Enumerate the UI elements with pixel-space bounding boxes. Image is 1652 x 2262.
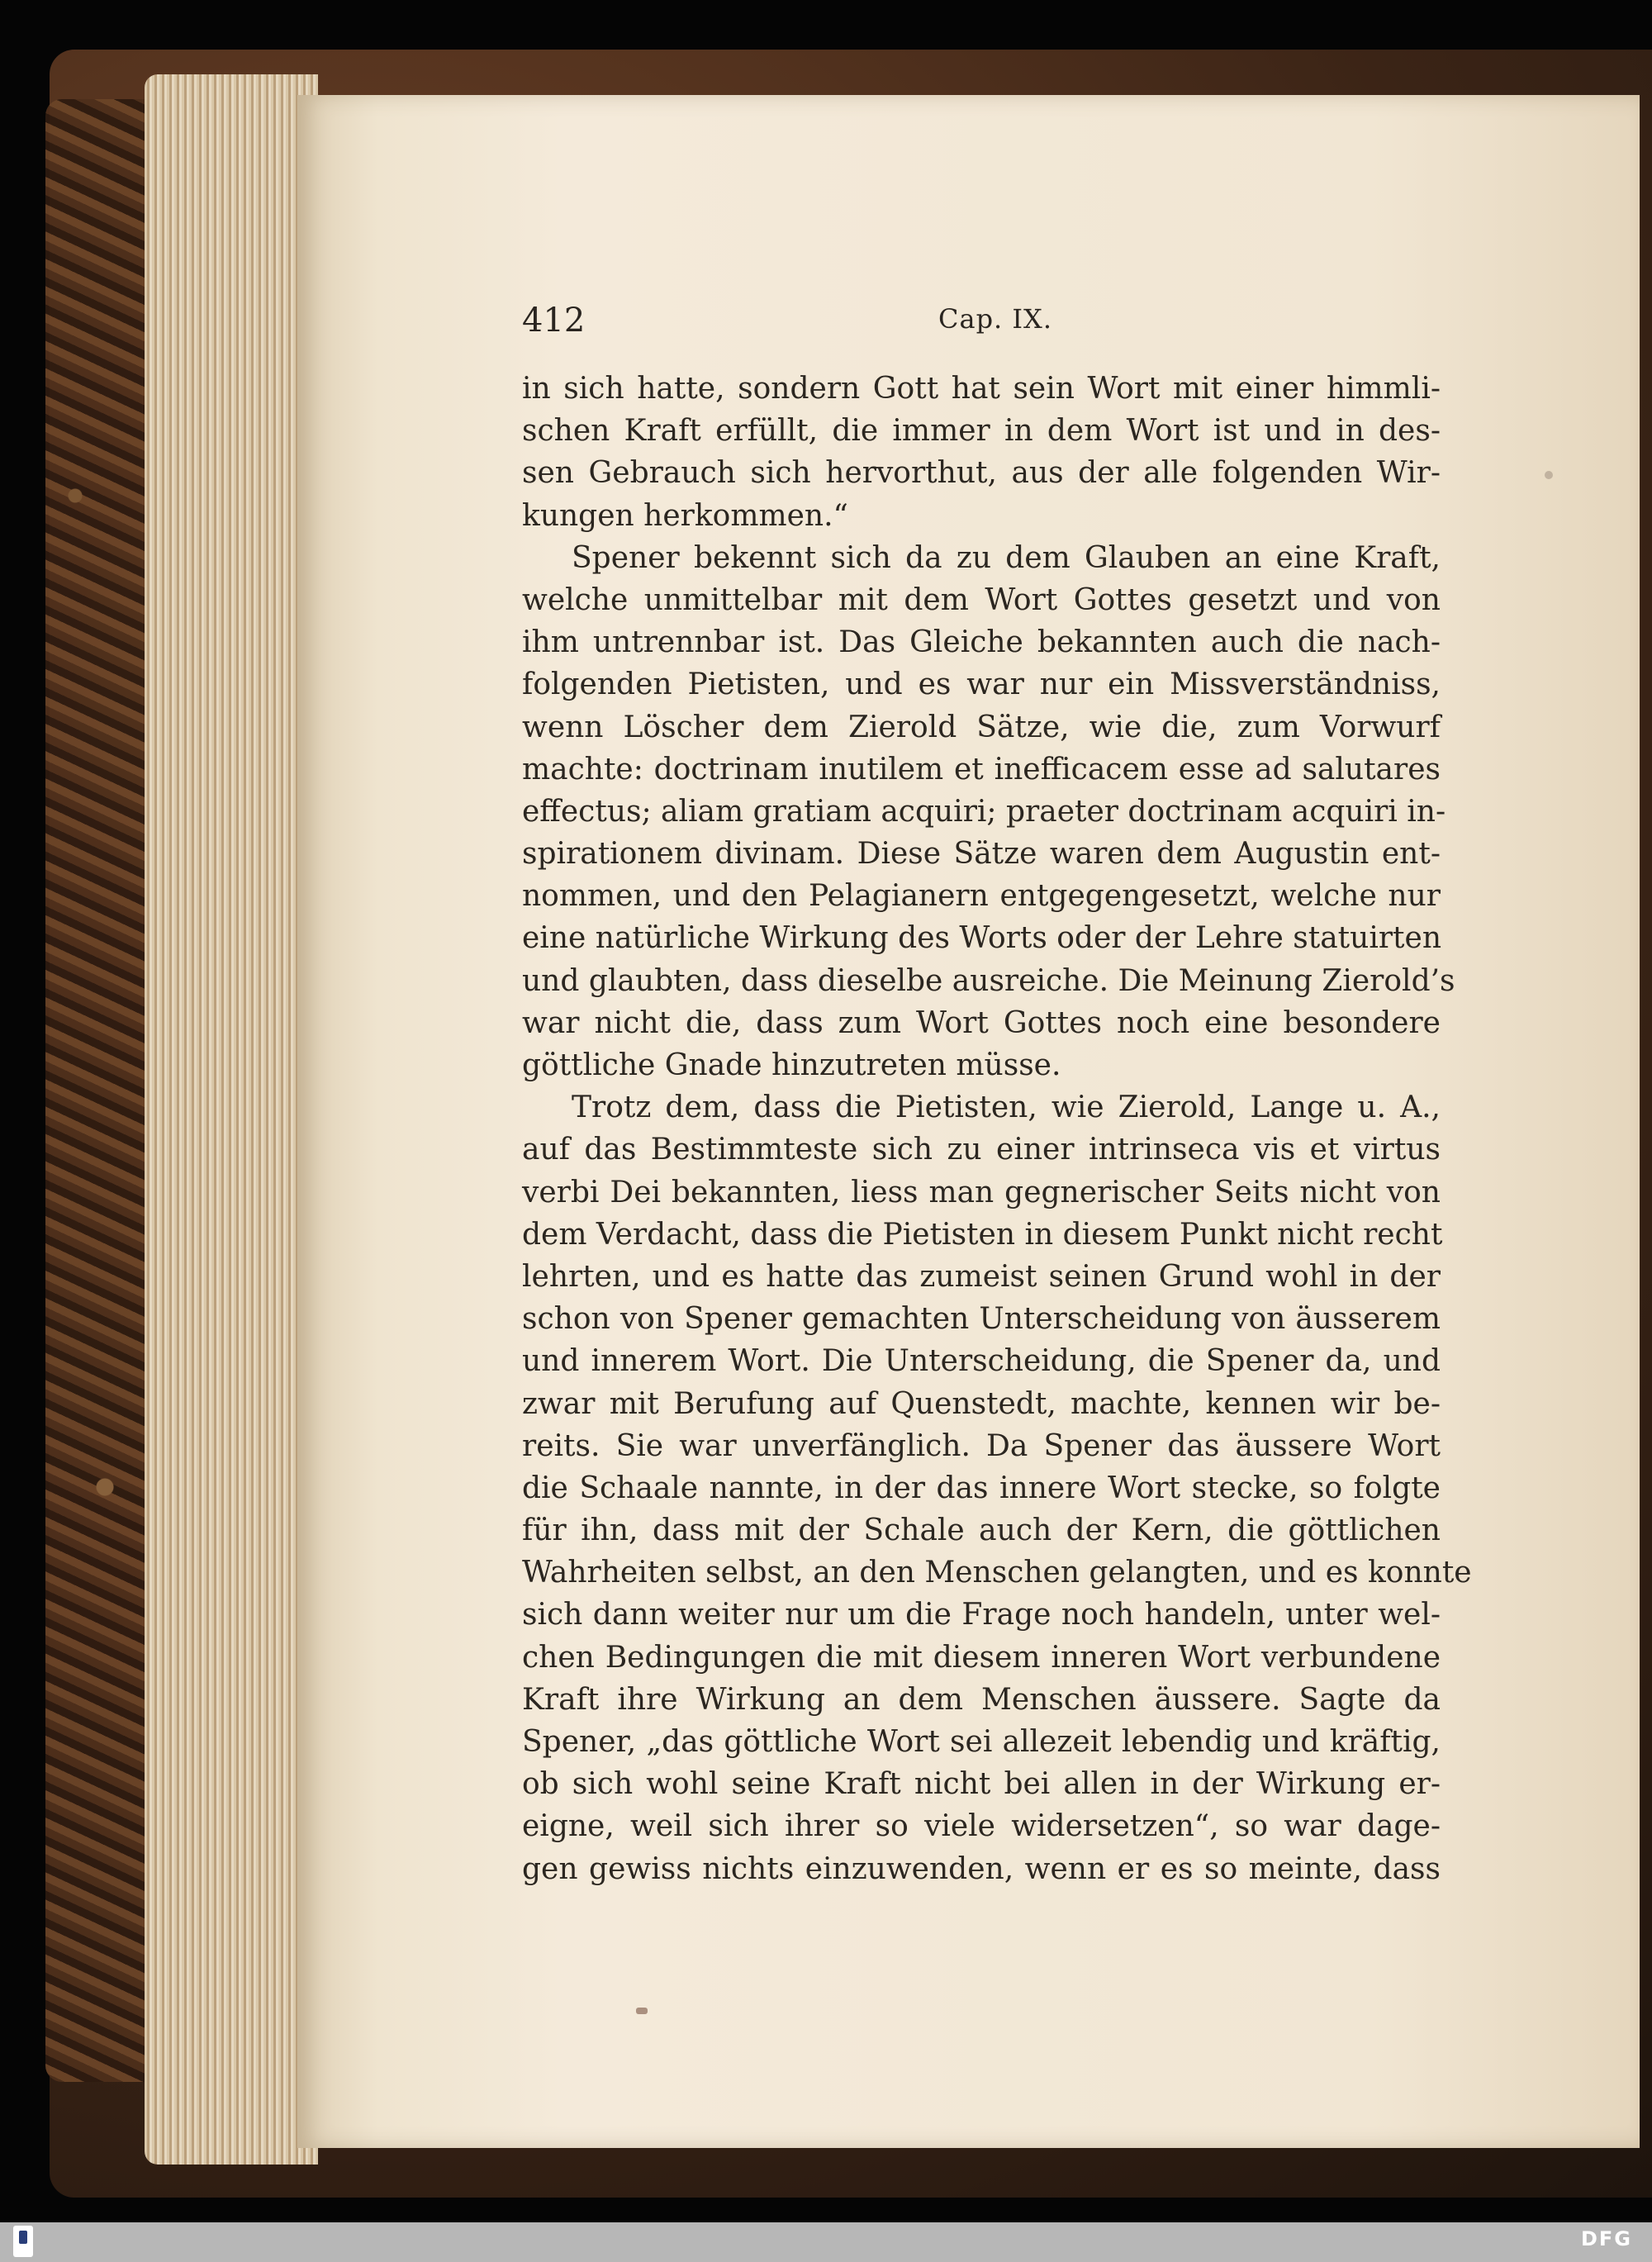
- text-line: war nicht die, dass zum Wort Gottes noch eine besondere: [522, 1005, 1441, 1040]
- text-line: Wahrheiten selbst, an den Menschen gelangten, und es konnte: [522, 1556, 1472, 1590]
- paper-spot: [1545, 471, 1553, 479]
- dfg-logo: DFG: [1580, 2227, 1632, 2250]
- text-line: und innerem Wort. Die Unterscheidung, die Spener da, und: [522, 1344, 1441, 1379]
- library-logo-icon: [13, 2226, 33, 2257]
- text-line: Spener bekennt sich da zu dem Glauben an eine Kraft,: [572, 540, 1441, 575]
- text-line: gen gewiss nichts einzuwenden, wenn er es so meinte, dass: [522, 1851, 1441, 1886]
- text-line: schen Kraft erfüllt, die immer in dem Wort ist und in des-: [522, 414, 1441, 449]
- text-line: verbi Dei bekannten, liess man gegnerischer Seits nicht von: [522, 1175, 1441, 1209]
- text-line: Kraft ihre Wirkung an dem Menschen äussere. Sagte da: [522, 1682, 1441, 1717]
- text-line: machte: doctrinam inutilem et inefficacem esse ad salutares: [522, 752, 1441, 786]
- text-line: dem Verdacht, dass die Pietisten in diesem Punkt nicht recht: [522, 1217, 1443, 1252]
- text-line: ihm untrennbar ist. Das Gleiche bekannten auch die nach-: [522, 625, 1441, 660]
- text-line: nommen, und den Pelagianern entgegengesetzt, welche nur: [522, 879, 1441, 914]
- text-line: spirationem divinam. Diese Sätze waren dem Augustin ent-: [522, 837, 1441, 872]
- text-line: und glaubten, dass dieselbe ausreiche. Die Meinung Zierold’s: [522, 963, 1455, 998]
- text-line: welche unmittelbar mit dem Wort Gottes gesetzt und von: [522, 582, 1441, 617]
- text-line: zwar mit Berufung auf Quenstedt, machte, kennen wir be-: [522, 1386, 1441, 1421]
- ink-smudge: [636, 2008, 648, 2014]
- page-header: [297, 302, 1640, 351]
- text-line: eigne, weil sich ihrer so viele widersetzen“, so war dage-: [522, 1809, 1441, 1844]
- text-line: folgenden Pietisten, und es war nur ein Missverständniss,: [522, 668, 1441, 702]
- marbled-cover-edge: [45, 99, 145, 2082]
- text-line: in sich hatte, sondern Gott hat sein Wort mit einer himmli-: [522, 372, 1441, 406]
- running-head: Cap. IX.: [938, 303, 1052, 335]
- viewer-footer-bar: [0, 2222, 1652, 2262]
- text-line: Spener, „das göttliche Wort sei allezeit lebendig und kräftig,: [522, 1725, 1441, 1759]
- text-line: wenn Löscher dem Zierold Sätze, wie die, zum Vorwurf: [522, 710, 1441, 744]
- text-line: lehrten, und es hatte das zumeist seinen Grund wohl in der: [522, 1259, 1441, 1294]
- page-edges: [145, 74, 318, 2165]
- text-line: effectus; aliam gratiam acquiri; praeter doctrinam acquiri in-: [522, 794, 1446, 829]
- text-line: sen Gebrauch sich hervorthut, aus der alle folgenden Wir-: [522, 456, 1441, 491]
- text-line: kungen herkommen.“: [522, 498, 848, 533]
- text-line: reits. Sie war unverfänglich. Da Spener das äussere Wort: [522, 1428, 1441, 1463]
- text-line: auf das Bestimmteste sich zu einer intrinseca vis et virtus: [522, 1133, 1441, 1167]
- text-line: göttliche Gnade hinzutreten müsse.: [522, 1048, 1061, 1082]
- text-line: schon von Spener gemachten Unterscheidung von äusserem: [522, 1302, 1441, 1337]
- book-page: [297, 95, 1640, 2148]
- text-line: sich dann weiter nur um die Frage noch handeln, unter wel-: [522, 1598, 1441, 1632]
- text-line: für ihn, dass mit der Schale auch der Kern, die göttlichen: [522, 1514, 1441, 1548]
- text-line: chen Bedingungen die mit diesem inneren Wort verbundene: [522, 1640, 1441, 1675]
- body-text: [522, 368, 1472, 1890]
- text-line: ob sich wohl seine Kraft nicht bei allen in der Wirkung er-: [522, 1767, 1441, 1802]
- text-line: eine natürliche Wirkung des Worts oder der Lehre statuirten: [522, 921, 1442, 956]
- text-line: die Schaale nannte, in der das innere Wort stecke, so folgte: [522, 1471, 1441, 1505]
- text-line: Trotz dem, dass die Pietisten, wie Zierold, Lange u. A.,: [572, 1091, 1441, 1125]
- page-number: 412: [522, 302, 586, 340]
